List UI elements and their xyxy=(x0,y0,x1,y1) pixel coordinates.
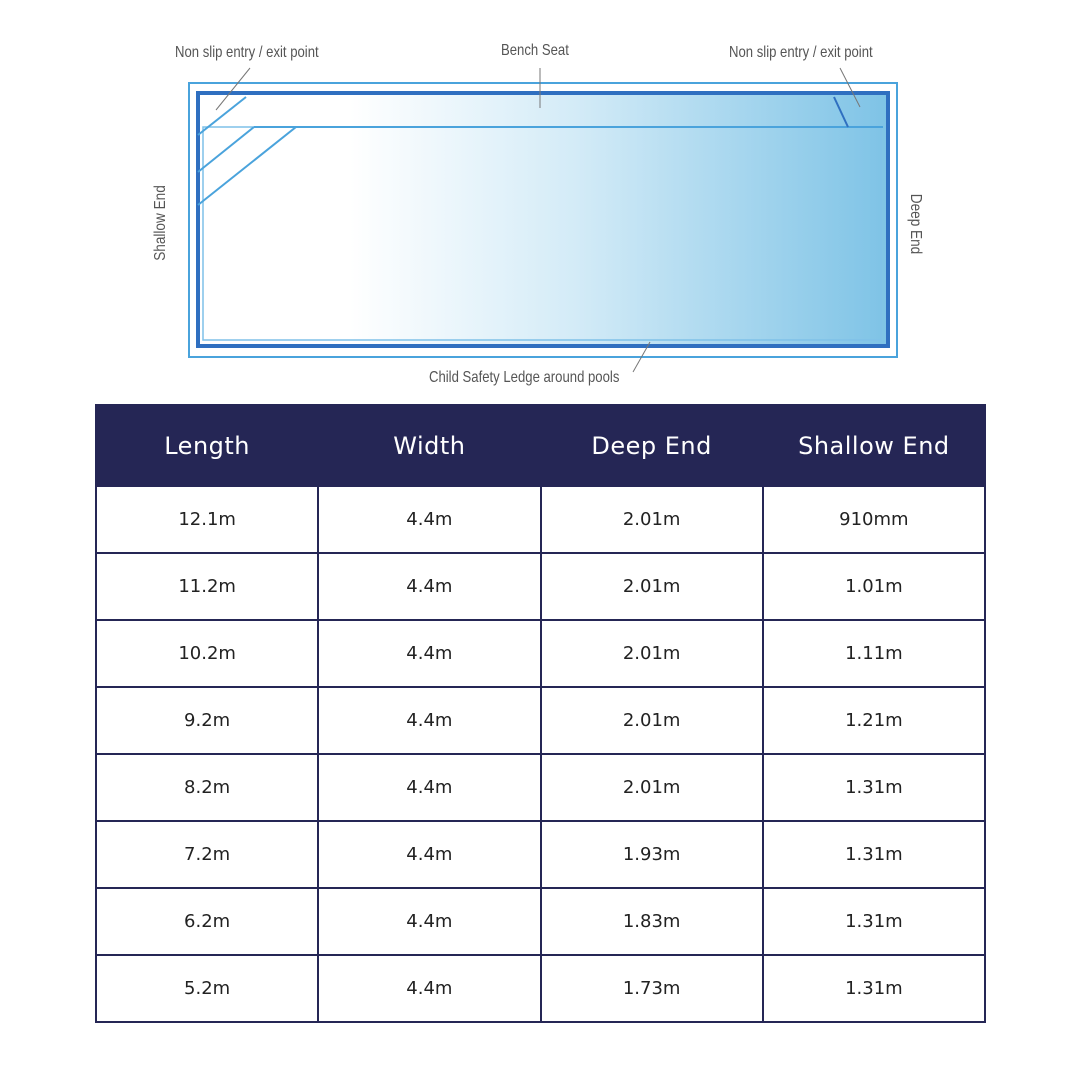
cell-shallow-end: 1.01m xyxy=(763,553,985,620)
table-row xyxy=(96,888,985,955)
cell-length: 5.2m xyxy=(96,955,318,1022)
label-shallow-end: Shallow End xyxy=(152,185,169,261)
cell-width: 4.4m xyxy=(318,821,540,888)
cell-deep-end: 2.01m xyxy=(541,486,763,553)
cell-width: 4.4m xyxy=(318,486,540,553)
cell-deep-end: 1.73m xyxy=(541,955,763,1022)
cell-length: 12.1m xyxy=(96,486,318,553)
cell-deep-end: 1.83m xyxy=(541,888,763,955)
cell-deep-end: 1.93m xyxy=(541,821,763,888)
table-row xyxy=(96,553,985,620)
cell-length: 6.2m xyxy=(96,888,318,955)
label-entry-right: Non slip entry / exit point xyxy=(729,44,873,61)
cell-length: 10.2m xyxy=(96,620,318,687)
table-row xyxy=(96,821,985,888)
label-bench-seat: Bench Seat xyxy=(501,42,569,59)
cell-width: 4.4m xyxy=(318,687,540,754)
cell-shallow-end: 910mm xyxy=(763,486,985,553)
cell-length: 9.2m xyxy=(96,687,318,754)
pool-diagram xyxy=(0,0,1080,400)
label-deep-end: Deep End xyxy=(907,193,924,255)
table-row xyxy=(96,687,985,754)
table-row xyxy=(96,955,985,1022)
cell-shallow-end: 1.31m xyxy=(763,754,985,821)
cell-deep-end: 2.01m xyxy=(541,553,763,620)
cell-length: 7.2m xyxy=(96,821,318,888)
cell-deep-end: 2.01m xyxy=(541,620,763,687)
table-row xyxy=(96,754,985,821)
cell-shallow-end: 1.31m xyxy=(763,888,985,955)
table-header-row xyxy=(96,405,985,486)
pool-water xyxy=(198,93,888,346)
cell-length: 8.2m xyxy=(96,754,318,821)
cell-shallow-end: 1.21m xyxy=(763,687,985,754)
cell-shallow-end: 1.31m xyxy=(763,821,985,888)
cell-width: 4.4m xyxy=(318,620,540,687)
header-deep-end: Deep End xyxy=(541,405,763,486)
cell-deep-end: 2.01m xyxy=(541,754,763,821)
label-entry-left: Non slip entry / exit point xyxy=(175,44,319,61)
header-length: Length xyxy=(96,405,318,486)
table-row xyxy=(96,620,985,687)
cell-width: 4.4m xyxy=(318,888,540,955)
pool-size-table xyxy=(95,404,986,1023)
cell-width: 4.4m xyxy=(318,553,540,620)
label-child-safety-ledge: Child Safety Ledge around pools xyxy=(429,369,620,386)
cell-width: 4.4m xyxy=(318,955,540,1022)
cell-deep-end: 2.01m xyxy=(541,687,763,754)
header-shallow-end: Shallow End xyxy=(763,405,985,486)
cell-shallow-end: 1.11m xyxy=(763,620,985,687)
cell-width: 4.4m xyxy=(318,754,540,821)
table-row xyxy=(96,486,985,553)
cell-length: 11.2m xyxy=(96,553,318,620)
cell-shallow-end: 1.31m xyxy=(763,955,985,1022)
header-width: Width xyxy=(318,405,540,486)
